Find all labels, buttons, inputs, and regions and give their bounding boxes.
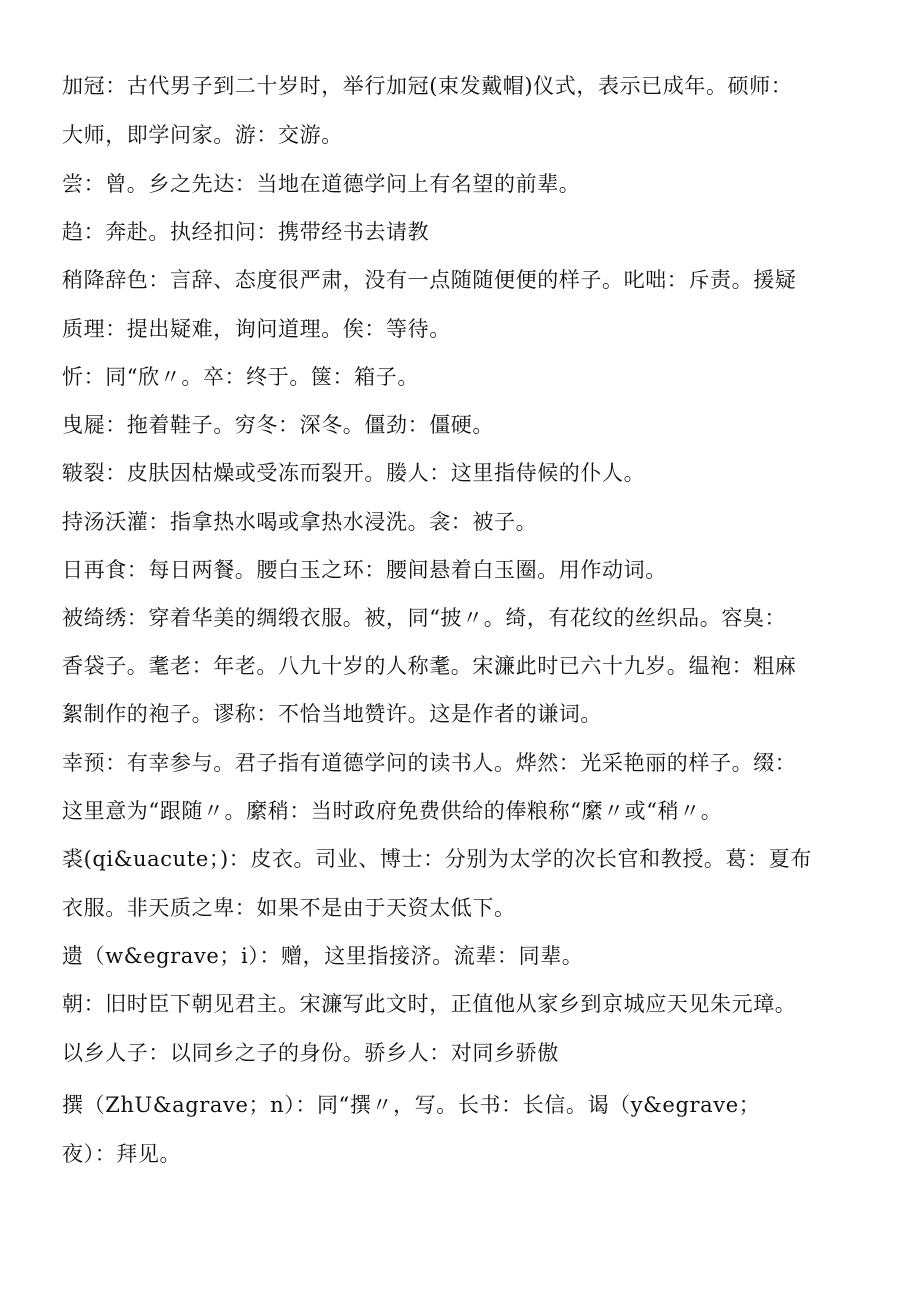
annotation-line: 衣服。非天质之卑：如果不是由于天资太低下。 — [62, 896, 516, 920]
annotation-line: 尝：曾。乡之先达：当地在道德学问上有名望的前辈。 — [62, 172, 581, 196]
annotation-line: 这里意为“跟随〃。縻稍：当时政府免费供给的俸粮称“縻〃或“稍〃。 — [62, 799, 723, 823]
annotation-line: 皲裂：皮肤因枯燥或受冻而裂开。媵人：这里指侍候的仆人。 — [62, 461, 646, 485]
annotation-line: 以乡人子：以同乡之子的身份。骄乡人：对同乡骄傲 — [62, 1041, 559, 1065]
annotation-line: 大师，即学问家。游：交游。 — [62, 123, 343, 147]
annotation-line: 裘(qi&uacute；)：皮衣。司业、博士：分别为太学的次长官和教授。葛：夏布 — [62, 847, 812, 871]
annotation-line: 忻：同“欣〃。卒：终于。箧：箱子。 — [62, 365, 419, 389]
annotation-line: 加冠：古代男子到二十岁时，举行加冠(束发戴帽)仪式，表示已成年。硕师： — [62, 74, 793, 98]
annotation-line: 被绮绣：穿着华美的绸缎衣服。被，同“披〃。绮，有花纹的丝织品。容臭： — [62, 606, 787, 630]
annotation-line: 香袋子。耄老：年老。八九十岁的人称耄。宋濂此时已六十九岁。缊袍：粗麻 — [62, 654, 797, 678]
annotation-line: 遗（w&egrave；i）：赠，这里指接济。流辈：同辈。 — [62, 944, 584, 968]
annotation-line: 絮制作的袍子。谬称：不恰当地赞许。这是作者的谦词。 — [62, 702, 602, 726]
annotation-line: 日再食：每日两餐。腰白玉之环：腰间悬着白玉圈。用作动词。 — [62, 558, 667, 582]
annotation-line: 持汤沃灌：指拿热水喝或拿热水浸洗。衾：被子。 — [62, 510, 538, 534]
annotation-line: 曳屣：拖着鞋子。穷冬：深冬。僵劲：僵硬。 — [62, 413, 494, 437]
annotation-line: 质理：提出疑难，询问道理。俟：等待。 — [62, 317, 451, 341]
annotation-line: 撰（ZhU&agrave；n）：同“撰〃，写。长书：长信。谒（y&egrave； — [62, 1093, 761, 1117]
annotation-line: 夜）：拜见。 — [62, 1142, 182, 1166]
annotation-line: 朝：旧时臣下朝见君主。宋濂写此文时，正值他从家乡到京城应天见朱元璋。 — [62, 992, 797, 1016]
annotation-line: 趋：奔赴。执经扣问：携带经书去请教 — [62, 220, 430, 244]
annotation-line: 幸预：有幸参与。君子指有道德学问的读书人。烨然：光采艳丽的样子。缀： — [62, 751, 797, 775]
annotation-line: 稍降辞色：言辞、态度很严肃，没有一点随随便便的样子。叱咄：斥责。援疑 — [62, 268, 797, 292]
